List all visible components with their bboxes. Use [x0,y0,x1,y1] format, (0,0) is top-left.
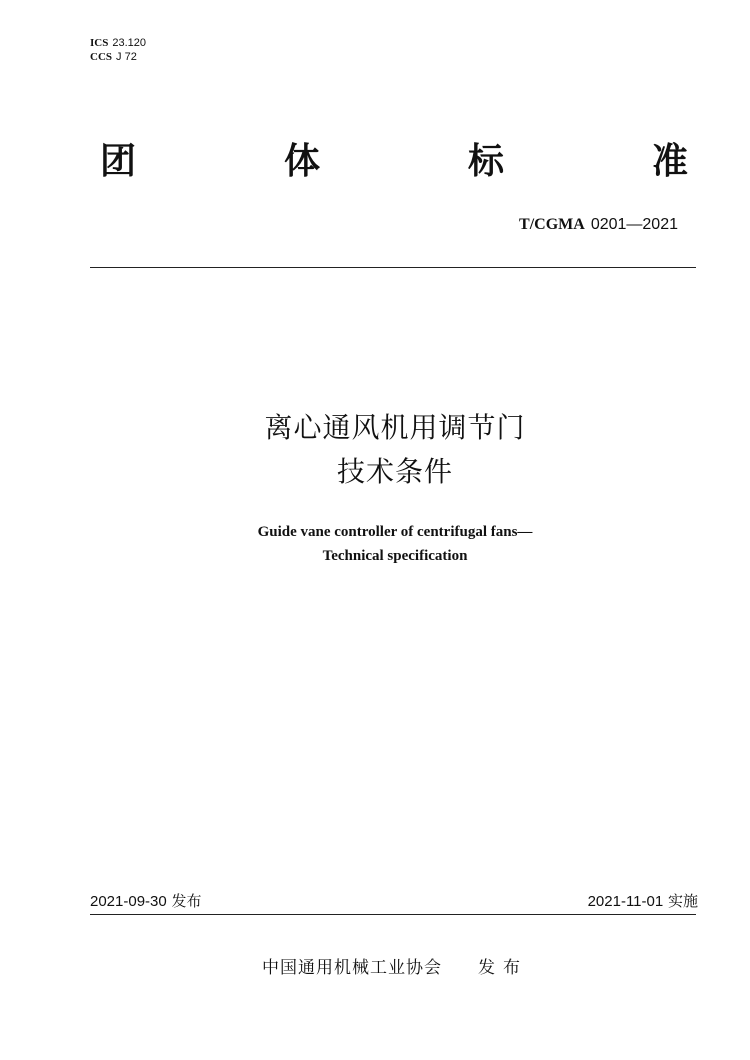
chinese-title-line-2: 技术条件 [336,455,453,488]
bottom-divider [90,914,696,915]
publisher-action: 发布 [478,958,528,978]
standard-code [519,214,678,234]
issue-date-value: 2021-09-30 [90,893,167,910]
chinese-title-line-1: 离心通风机用调节门 [264,411,526,444]
english-title [0,520,750,568]
publisher-organization: 中国通用机械工业协会 [262,958,442,978]
standard-type-heading [100,138,688,186]
standard-type-char: 标 [467,141,504,182]
standard-code-prefix: T/CGMA [519,216,585,233]
publisher [0,953,750,978]
implementation-date-value: 2021-11-01 [587,893,664,910]
standard-type-char: 准 [651,141,688,182]
standard-type-char: 团 [100,141,137,182]
top-divider [90,267,696,268]
classification-codes [90,36,146,64]
ccs-label: CCS [90,51,113,63]
issue-date [90,890,202,911]
chinese-title [0,406,750,494]
ics-code [90,36,146,50]
issue-date-label: 发布 [171,892,202,910]
ccs-value: J 72 [116,51,137,63]
standard-code-number: 0201—2021 [590,216,678,233]
english-title-line-2: Technical specification [322,548,468,564]
ccs-code [90,50,146,64]
english-title-line-1: Guide vane controller of centrifugal fans— [257,524,533,540]
ics-value: 23.120 [112,37,146,49]
standard-type-char: 体 [283,141,320,182]
implementation-date-label: 实施 [667,892,698,910]
ics-label: ICS [90,37,109,49]
implementation-date [588,890,698,911]
